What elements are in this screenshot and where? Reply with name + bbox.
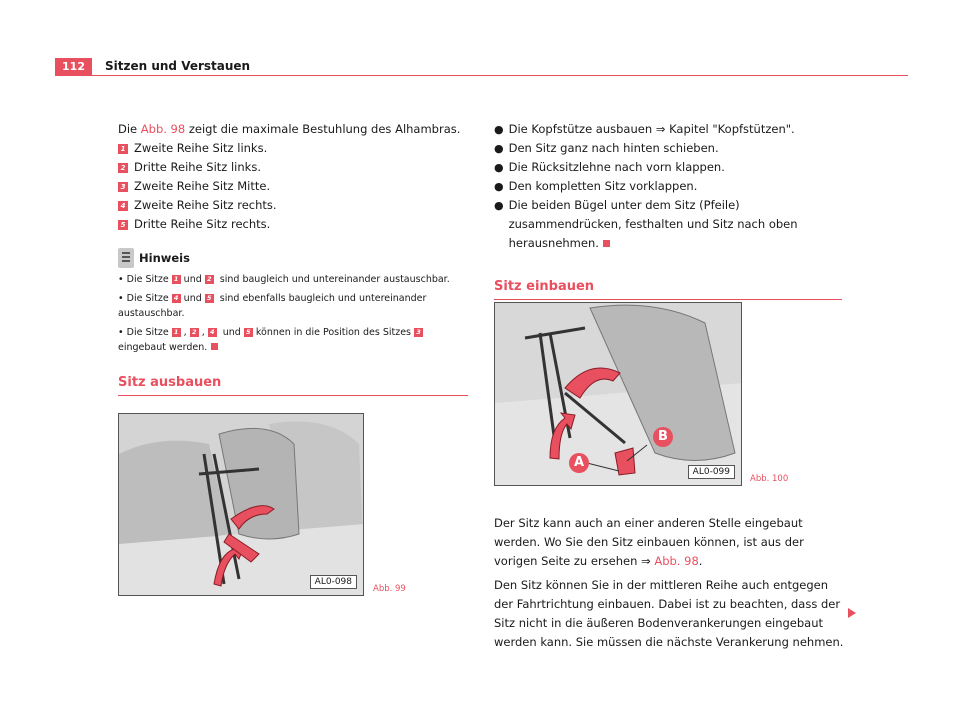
list-item: ● Die Kopfstütze ausbauen ⇒ Kapitel "Kopfstützen". — [494, 122, 795, 136]
number-badge: 2 — [190, 328, 199, 337]
paragraph: Den Sitz können Sie in der mittleren Reihe auch entgegen der Fahrtrichtung einbauen. Dabei ist zu beachten, dass der Sitz nicht in die äußeren Bodenverankerungen eingebaut werden kann. Sie müssen die nächste Verankerung nehmen. — [494, 578, 844, 649]
number-badge: 4 — [208, 328, 217, 337]
page-header — [55, 58, 908, 78]
number-badge: 4 — [172, 294, 181, 303]
continue-arrow-icon — [848, 608, 856, 618]
list-item: 2 Dritte Reihe Sitz links. — [118, 158, 468, 177]
seat-illustration — [119, 414, 364, 596]
installation-text — [494, 514, 844, 652]
figure-seat-installation — [494, 302, 742, 486]
note-line: • Die Sitze 1 und 2 sind baugleich und untereinander austauschbar. — [118, 274, 450, 285]
left-column — [118, 120, 468, 396]
marker-b: B — [653, 427, 673, 447]
number-badge: 2 — [205, 275, 214, 284]
section-title-ausbauen: Sitz ausbauen — [118, 373, 468, 396]
number-badge: 2 — [118, 163, 128, 173]
list-item: ● Den Sitz ganz nach hinten schieben. — [494, 141, 719, 155]
note-line: • Die Sitze 1 , 2 , 4 und 5 können in die Position des Sitzes 3 eingebaut werden. — [118, 325, 468, 355]
number-badge: 3 — [414, 328, 423, 337]
figure-link[interactable]: Abb. 98 — [654, 554, 699, 568]
figure-caption: Abb. 100 — [750, 474, 789, 484]
intro-paragraph: Die Abb. 98 zeigt die maximale Bestuhlung des Alhambras. — [118, 122, 461, 136]
seat-install-illustration — [495, 303, 742, 486]
number-badge: 1 — [172, 275, 181, 284]
list-item: 5 Dritte Reihe Sitz rechts. — [118, 215, 468, 234]
right-column — [494, 120, 844, 300]
figure-code: AL0-099 — [688, 465, 735, 479]
figure-code: AL0-098 — [310, 575, 357, 589]
number-badge: 1 — [118, 144, 128, 154]
figure-caption: Abb. 99 — [373, 584, 406, 594]
figure-seat-removal — [118, 413, 364, 596]
list-item: 3 Zweite Reihe Sitz Mitte. — [118, 177, 468, 196]
list-item: ● Die beiden Bügel unter dem Sitz (Pfeile) zusammendrücken, festhalten und Sitz nach oben herausnehmen. — [494, 198, 798, 250]
list-item: 1 Zweite Reihe Sitz links. — [118, 139, 468, 158]
number-badge: 5 — [244, 328, 253, 337]
section-title-einbauen: Sitz einbauen — [494, 277, 842, 300]
figure-link[interactable]: Abb. 98 — [140, 122, 186, 136]
list-item: ● Den kompletten Sitz vorklappen. — [494, 179, 698, 193]
list-item: ● Die Rücksitzlehne nach vorn klappen. — [494, 160, 725, 174]
marker-a: A — [569, 453, 589, 473]
number-badge: 5 — [118, 220, 128, 230]
number-badge: 1 — [172, 328, 181, 337]
note-heading: Hinweis — [118, 246, 468, 268]
page-number: 112 — [55, 58, 92, 76]
end-mark — [211, 343, 218, 350]
number-badge: 3 — [118, 182, 128, 192]
header-rule — [92, 75, 908, 76]
note-icon — [118, 248, 134, 268]
list-item: 4 Zweite Reihe Sitz rechts. — [118, 196, 468, 215]
number-badge: 4 — [118, 201, 128, 211]
chapter-title: Sitzen und Verstauen — [105, 59, 251, 73]
paragraph: Der Sitz kann auch an einer anderen Stelle eingebaut werden. Wo Sie den Sitz einbauen können, ist aus der vorigen Seite zu ersehen ⇒ Abb. 98. — [494, 516, 804, 568]
note-body — [118, 272, 468, 355]
note-line: • Die Sitze 4 und 5 sind ebenfalls baugleich und untereinander austauschbar. — [118, 293, 427, 319]
end-mark — [603, 240, 610, 247]
number-badge: 5 — [205, 294, 214, 303]
